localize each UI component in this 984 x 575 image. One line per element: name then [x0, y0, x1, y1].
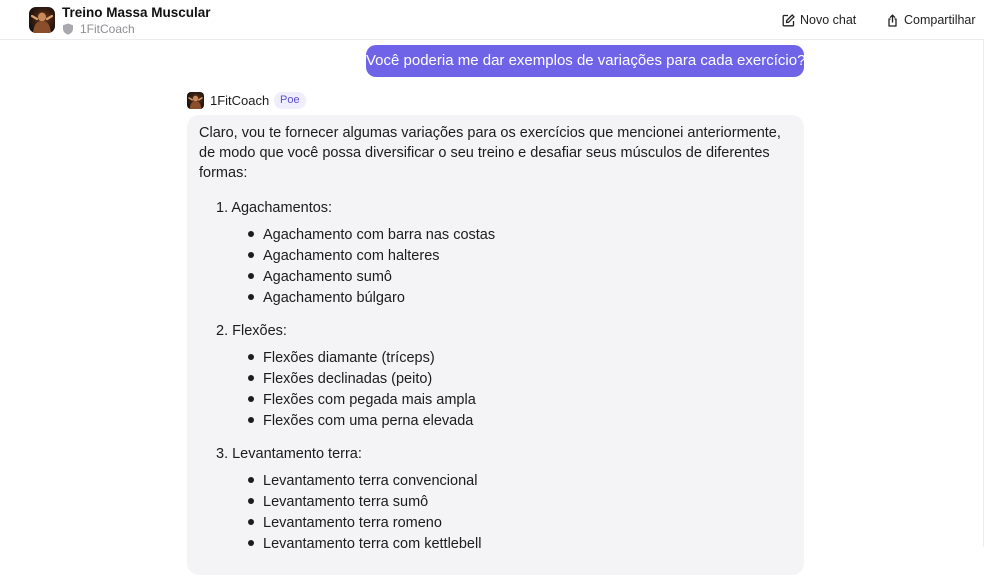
bot-message-avatar-icon[interactable] — [187, 92, 204, 109]
poe-badge: Poe — [274, 92, 306, 109]
list-section-title: 1. Agachamentos: — [216, 200, 333, 216]
bot-message-bubble — [187, 115, 804, 575]
list-item: Agachamento sumô — [263, 269, 392, 285]
chat-header — [0, 0, 984, 40]
list-item: Agachamento com barra nas costas — [263, 227, 496, 243]
list-item: Flexões com pegada mais ampla — [263, 392, 476, 408]
share-button[interactable] — [886, 11, 976, 29]
bot-name[interactable]: 1FitCoach — [210, 93, 270, 108]
bot-subtitle[interactable] — [62, 22, 135, 36]
list-item: Flexões diamante (tríceps) — [263, 350, 435, 366]
list-section-title: 3. Levantamento terra: — [216, 446, 362, 462]
list-item: Levantamento terra com kettlebell — [263, 536, 482, 552]
share-label: Compartilhar — [904, 13, 976, 27]
list-item: Levantamento terra romeno — [263, 515, 442, 531]
new-chat-button[interactable] — [782, 11, 856, 29]
list-item: Levantamento terra sumô — [263, 494, 429, 510]
share-icon — [886, 14, 899, 27]
list-item: Flexões com uma perna elevada — [263, 413, 474, 429]
list-item: Flexões declinadas (peito) — [263, 371, 433, 387]
new-chat-label: Novo chat — [800, 13, 857, 27]
edit-icon — [782, 14, 795, 27]
bot-avatar-icon[interactable] — [29, 7, 55, 33]
subtitle-label: 1FitCoach — [80, 22, 135, 36]
list-item: Agachamento com halteres — [263, 248, 440, 264]
user-message-bubble: Você poderia me dar exemplos de variações para cada exercício? — [366, 45, 804, 77]
shield-icon — [62, 23, 74, 35]
list-item: Agachamento búlgaro — [263, 290, 405, 306]
chat-title[interactable]: Treino Massa Muscular — [62, 5, 211, 20]
list-section-title: 2. Flexões: — [216, 323, 287, 339]
response-intro: Claro, vou te fornecer algumas variações para os exercícios que mencionei anteriormente, de modo que você possa diversificar o seu treino e desafiar seus músculos de diferentes formas: — [199, 125, 781, 181]
list-item: Levantamento terra convencional — [263, 473, 478, 489]
